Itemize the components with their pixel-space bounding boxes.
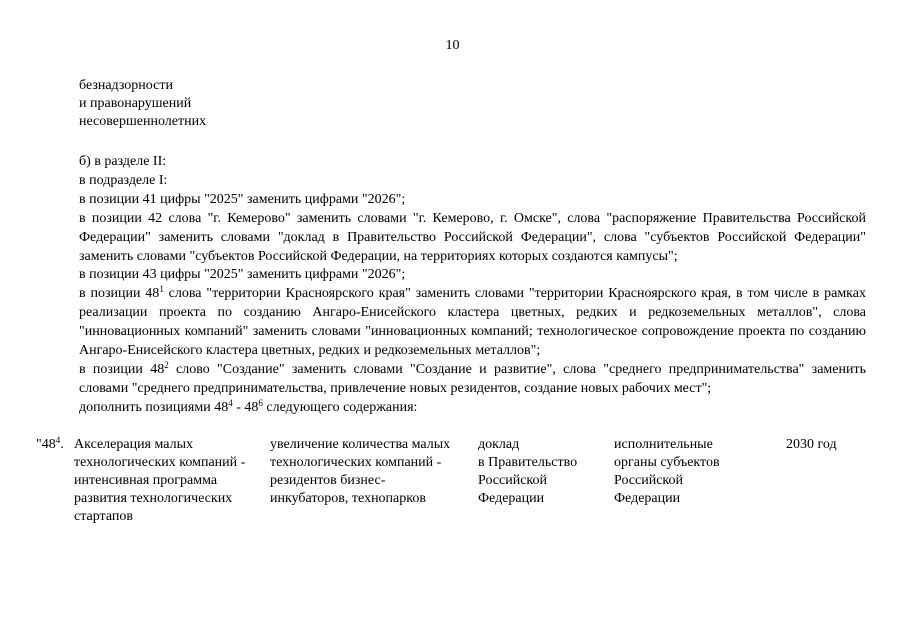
cell-position-number xyxy=(36,436,76,454)
cell-line: органы субъектов xyxy=(614,455,720,470)
cell-line: исполнительные xyxy=(614,437,713,452)
body-text xyxy=(79,153,866,418)
paragraph: в позиции 41 цифры "2025" заменить цифрами "2026"; xyxy=(79,191,406,207)
text-run: дополнить позициями 48 xyxy=(79,399,229,415)
fragment-line: и правонарушений xyxy=(79,96,192,111)
cell-line: Федерации xyxy=(614,491,681,506)
paragraph xyxy=(0,361,866,399)
left-column-fragment xyxy=(79,77,206,131)
paragraph: в подразделе I: xyxy=(79,172,168,188)
paragraph: в позиции 42 слова "г. Кемерово" заменить словами "г. Кемерово, г. Омске", слова "распоряжение Правительства Российской Федерации" заменить словами "доклад в Правительство Российской Федерации", слова "субъектов Российской Федерации" заменить словами "субъектов Российской Федерации, на территориях которых создаются кампусы"; xyxy=(79,210,866,264)
cell-line: развития технологических xyxy=(74,491,233,506)
cell-line: Российской xyxy=(478,473,547,488)
cell-line: Федерации xyxy=(478,491,545,506)
cell-line: увеличение количества малых xyxy=(270,437,451,452)
superscript: 4 xyxy=(228,397,233,408)
cell-line: резидентов бизнес- xyxy=(270,473,386,488)
fragment-line: несовершеннолетних xyxy=(79,114,207,129)
cell-line: технологических компаний - xyxy=(270,455,442,470)
cell-line: инкубаторов, технопарков xyxy=(270,491,426,506)
text-run: слова "территории Красноярского края" заменить словами "территории Красноярского края, в том числе в рамках реализации проекта по созданию Ангаро-Енисейского кластера цветных, редких и редкоземельных металлов", слова "инновационных компаний" заменить словами "инновационных компаний; технологическое сопровождение проекта по созданию Ангаро-Енисейского кластера цветных, редких и редкоземельных металлов"; xyxy=(79,286,866,359)
paragraph xyxy=(79,399,866,418)
text-run: - 48 xyxy=(232,399,259,415)
cell-line: Российской xyxy=(614,473,683,488)
superscript: 4 xyxy=(55,435,61,445)
fragment-line: безнадзорности xyxy=(79,78,173,93)
cell-line: технологических компаний - xyxy=(74,455,246,470)
text-run: слово "Создание" заменить словами "Создание и развитие", слова "среднего предпринимательства" заменить словами "среднего предпринимательства, привлечение новых резидентов, создание новых рабочих мест"; xyxy=(79,361,866,396)
superscript: 1 xyxy=(159,284,164,295)
paragraph: б) в разделе II: xyxy=(79,154,167,169)
paragraph xyxy=(0,285,866,361)
text-run: следующего содержания: xyxy=(262,399,418,415)
cell-line: интенсивная программа xyxy=(74,473,218,488)
text-run: "48 xyxy=(36,437,56,452)
cell-line: доклад xyxy=(478,437,520,452)
text-run: . xyxy=(60,437,64,452)
cell-measure-name xyxy=(74,436,270,526)
superscript: 2 xyxy=(164,359,169,370)
text-run: в позиции 48 xyxy=(79,361,165,377)
cell-line: в Правительство xyxy=(478,455,578,470)
cell-report-type xyxy=(478,436,606,508)
paragraph: в позиции 43 цифры "2025" заменить цифрами "2026"; xyxy=(79,267,406,283)
page-number: 10 xyxy=(445,38,460,53)
cell-indicator xyxy=(270,436,472,508)
cell-line: стартапов xyxy=(74,509,133,524)
cell-executors xyxy=(614,436,754,508)
cell-deadline: 2030 год xyxy=(786,437,837,452)
text-run: в позиции 48 xyxy=(79,286,160,302)
superscript: 6 xyxy=(258,397,263,408)
cell-line: Акселерация малых xyxy=(74,437,193,452)
